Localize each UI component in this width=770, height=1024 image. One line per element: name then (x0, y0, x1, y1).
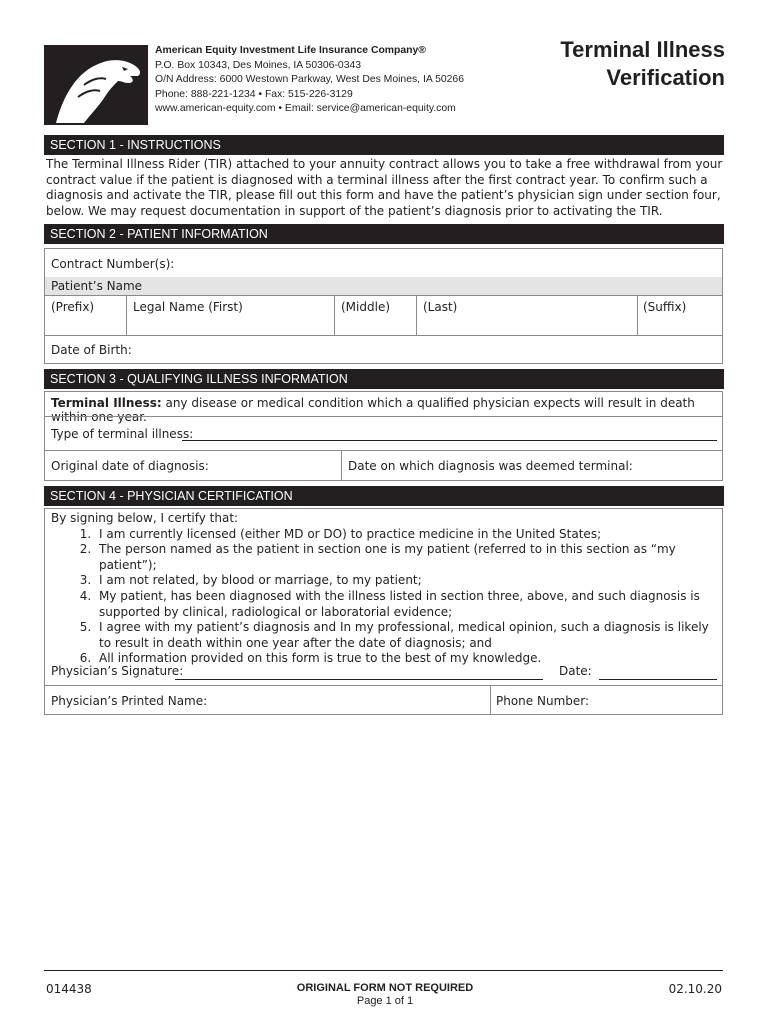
middle-name-label: (Middle) (341, 300, 391, 314)
cert-item-2: 2. The person named as the patient in section one is my patient (referred to in this section as “my patient”); (95, 542, 719, 573)
first-name-field[interactable] (127, 295, 335, 335)
section4-heading: SECTION 4 - PHYSICIAN CERTIFICATION (44, 486, 724, 506)
cert-item-1: 1. I am currently licensed (either MD or DO) to practice medicine in the United States; (95, 527, 719, 543)
patient-name-header (45, 277, 722, 295)
last-name-label: (Last) (423, 300, 458, 314)
terminal-illness-definition (51, 396, 721, 424)
cert-item-6: 6. All information provided on this form is true to the best of my knowledge. (95, 651, 719, 667)
definition-text: any disease or medical condition which a qualified physician expects will result in death within one year. (51, 396, 695, 424)
illness-info-box (44, 391, 723, 481)
cert-item-3: 3. I am not related, by blood or marriage, to my patient; (95, 573, 719, 589)
suffix-label: (Suffix) (643, 300, 687, 314)
contract-number-label: Contract Number(s): (51, 257, 175, 271)
original-form-note: ORIGINAL FORM NOT REQUIRED (296, 982, 474, 994)
company-po-box: P.O. Box 10343, Des Moines, IA 50306-0343 (155, 59, 362, 71)
suffix-field[interactable] (638, 295, 722, 335)
company-phone: Phone: 888-221-1234 • Fax: 515-226-3129 (155, 88, 353, 100)
form-title-line2: Verification (606, 65, 725, 90)
physician-cert-box (44, 508, 723, 715)
dob-field[interactable] (45, 335, 722, 363)
printed-name-field[interactable] (45, 686, 489, 714)
company-web: www.american-equity.com • Email: service@american-equity.com (155, 103, 456, 114)
trademark-mark: ™ (137, 45, 143, 52)
middle-name-field[interactable] (335, 295, 415, 335)
last-name-field[interactable] (417, 295, 636, 335)
terminal-date-label: Date on which diagnosis was deemed terminal: (348, 459, 633, 473)
signature-label: Physician’s Signature: (51, 664, 184, 678)
phone-number-field[interactable] (491, 686, 722, 714)
company-address: O/N Address: 6000 Westown Parkway, West Des Moines, IA 50266 (155, 74, 464, 85)
terminal-date-field[interactable] (342, 451, 722, 480)
section2-heading: SECTION 2 - PATIENT INFORMATION (44, 224, 724, 244)
company-logo (44, 45, 148, 125)
original-date-label: Original date of diagnosis: (51, 459, 209, 473)
cert-item-5: 5. I agree with my patient’s diagnosis and In my professional, medical opinion, such a diagnosis is likely to result in death within one year after the date of diagnosis; and (95, 620, 719, 651)
date-field[interactable] (599, 679, 717, 680)
patient-info-box (44, 248, 723, 364)
patient-name-label: Patient’s Name (51, 279, 143, 293)
illness-type-field[interactable] (182, 440, 717, 441)
form-title (560, 36, 725, 92)
footer-divider (44, 970, 723, 971)
cert-item-4: 4. My patient, has been diagnosed with the illness listed in section three, above, and such diagnosis is supported by clinical, radiological or laboratorial evidence; (95, 589, 719, 620)
company-name: American Equity Investment Life Insurance Company® (155, 45, 426, 56)
phone-number-label: Phone Number: (496, 694, 590, 708)
section1-instructions: The Terminal Illness Rider (TIR) attached to your annuity contract allows you to take a free withdrawal from your contract value if the patient is diagnosed with a terminal illness after the first contract year. To confirm such a diagnosis and activate the TIR, please fill out this form and have the patient’s physician sign under section four, below. We may request documentation in support of the patient’s diagnosis prior to activating the TIR. (46, 157, 723, 218)
signature-field[interactable] (175, 679, 543, 680)
section1-heading: SECTION 1 - INSTRUCTIONS (44, 135, 724, 155)
company-info (155, 44, 464, 117)
dob-label: Date of Birth: (51, 343, 132, 357)
illness-type-label: Type of terminal illness: (51, 427, 194, 441)
form-title-line1: Terminal Illness (560, 37, 725, 62)
first-name-label: Legal Name (First) (133, 300, 243, 314)
revision-date: 02.10.20 (668, 982, 722, 996)
section3-heading: SECTION 3 - QUALIFYING ILLNESS INFORMATION (44, 369, 724, 389)
patient-name-row (45, 295, 722, 335)
prefix-field[interactable] (45, 295, 126, 335)
contract-number-field[interactable] (165, 253, 715, 275)
certification-list (51, 511, 719, 667)
date-label: Date: (559, 664, 592, 678)
eagle-icon (44, 45, 148, 125)
original-date-field[interactable] (45, 451, 340, 480)
certification-intro: By signing below, I certify that: (51, 511, 239, 525)
printed-name-label: Physician’s Printed Name: (51, 694, 208, 708)
definition-term: Terminal Illness: (51, 396, 162, 410)
form-number: 014438 (46, 982, 92, 996)
page-number: Page 1 of 1 (356, 995, 414, 1007)
prefix-label: (Prefix) (51, 300, 95, 314)
